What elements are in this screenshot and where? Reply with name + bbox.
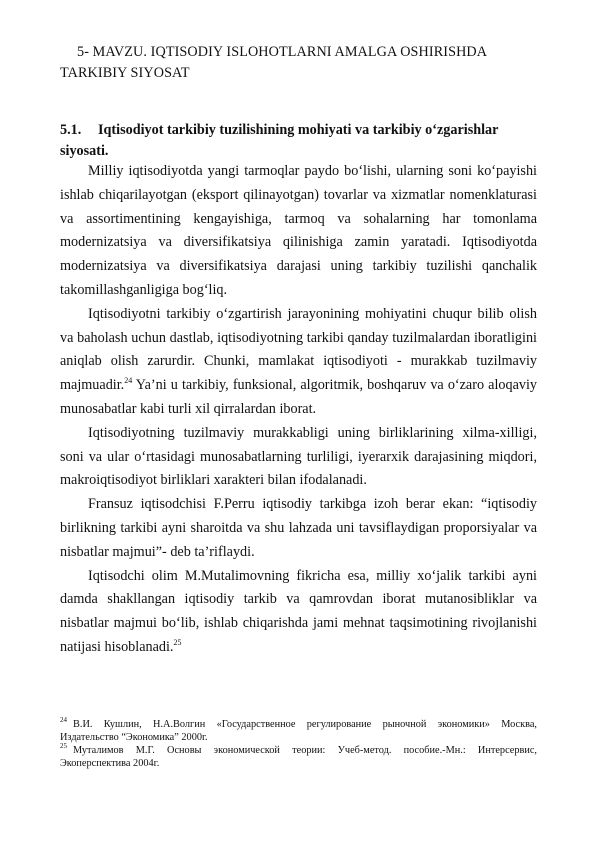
body-text (60, 160, 537, 660)
chapter-title: 5- MAVZU. IQTISODIY ISLOHOTLARNI AMALGA OSHIRISHDA TARKIBIY SIYOSAT (60, 44, 487, 81)
footnote-text: В.И. Кушлин, Н.А.Волгин «Государственное регулирование рыночной экономики» Москва, Издательство “Экономика” 2000г. (60, 719, 537, 743)
footnotes (60, 718, 537, 770)
paragraph-4: Fransuz iqtisodchisi F.Perru iqtisodiy tarkibga izoh berar ekan: “iqtisodiy birlikning tarkibi ayni sharoitda va shu lahzada uni tavsiflaydigan proporsiyalar va nisbatlar majmui”- deb ta’riflaydi. (60, 496, 537, 560)
paragraph-5 (60, 565, 537, 660)
footnote-item (60, 718, 537, 744)
paragraph-2 (60, 303, 537, 422)
footnote-ref-24: 24 (124, 376, 133, 386)
section-number: 5.1. (60, 122, 82, 138)
footnote-item (60, 744, 537, 770)
section-heading (60, 120, 540, 162)
paragraph-5-text: Iqtisodchi olim M.Mutalimovning fikricha esa, milliy xo‘jalik tarkibi ayni damda shakllangan iqtisodiy tarkib va qamrovdan iborat mutanosibliklar va nisbatlar majmui bo‘lib, ishlab chiqarishda jami mehnat taqsimotining rivojlanishi natijasi hisoblanadi. (60, 567, 537, 655)
paragraph-3: Iqtisodiyotning tuzilmaviy murakkabligi uning birliklarining xilma-xilligi, soni va ular o‘rtasidagi munosabatlarning turliligi, iyerarxik darajasining miqdori, makroiqtisodiyot birliklari xarakteri bilan ifodalanadi. (60, 424, 537, 489)
paragraph-2-text-b: Ya’ni u tarkibiy, funksional, algoritmik, boshqaruv va o‘zaro aloqaviy munosabatlar kabi turli xil qirralardan iborat. (60, 377, 537, 417)
paragraph-2-text-a: Iqtisodiyotni tarkibiy o‘zgartirish jarayonining mohiyatini chuqur bilib olish va baholash uchun dastlab, iqtisodiyotning tarkibi qanday tuzilmalardan iboratligini aniqlab olish zarurdir. Chunki, mamlakat iqtisodiyoti - murakkab tuzilmaviy majmuadir. (60, 305, 537, 394)
footnote-mark: 24 (60, 716, 67, 724)
footnote-text: Муталимов М.Г. Основы экономической теории: Учеб-метод. пособие.-Мн.: Интерсервис, Экоперспектива 2004г. (60, 745, 537, 769)
section-title: Iqtisodiyot tarkibiy tuzilishining mohiyati va tarkibiy o‘zgarishlar siyosati. (60, 122, 499, 159)
footnote-ref-25: 25 (173, 637, 182, 647)
footnote-mark: 25 (60, 742, 67, 750)
paragraph-1: Milliy iqtisodiyotda yangi tarmoqlar paydo bo‘lishi, ularning soni ko‘payishi ishlab chiqarilayotgan (eksport qilinayotgan) tovarlar va xizmatlar nomenklaturasi va assortimentining kengayishiga, tarmoq va sohalarning har tomonlama modernizatsiya va diversifikatsiya qilinishiga zamin yaratadi. Iqtisodiyotda modernizatsiya va diversifikatsiya darajasi uning tarkibiy tuzilishi qanchalik takomillashganligiga bog‘liq. (60, 163, 537, 298)
